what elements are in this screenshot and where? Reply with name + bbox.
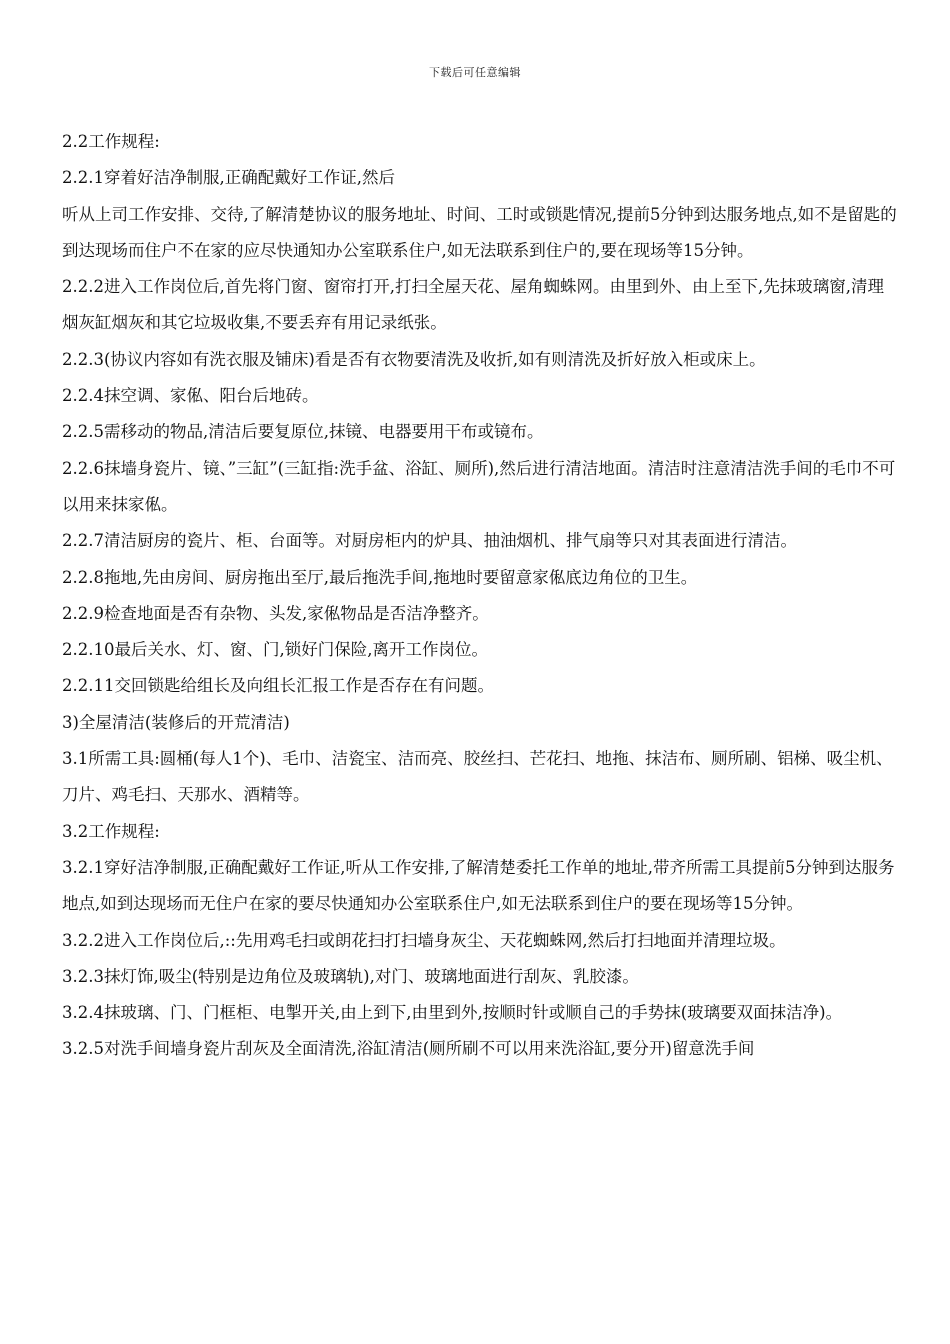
paragraph-2-2-9: 2.2.9检查地面是否有杂物、头发,家俬物品是否洁净整齐。 <box>62 603 489 623</box>
paragraph-3-2-2: 3.2.2进入工作岗位后,::先用鸡毛扫或朗花扫打扫墙身灰尘、天花蜘蛛网,然后打扫地面并清理垃圾。 <box>62 930 786 950</box>
paragraph-2-2-11: 2.2.11交回锁匙给组长及向组长汇报工作是否存在有问题。 <box>62 676 494 696</box>
paragraph-3-2-5: 3.2.5对洗手间墙身瓷片刮灰及全面清洗,浴缸清洁(厕所刷不可以用来洗浴缸,要分开)留意洗手间 <box>62 1039 755 1059</box>
paragraph-3-2-3: 3.2.3抹灯饰,吸尘(特别是边角位及玻璃轨),对门、玻璃地面进行刮灰、乳胶漆。 <box>62 966 639 986</box>
paragraph-2-2-5: 2.2.5需移动的物品,清洁后要复原位,抹镜、电器要用干布或镜布。 <box>62 422 544 442</box>
section-heading-2-2: 2.2工作规程: <box>62 132 160 151</box>
section-heading-3: 3)全屋清洁(装修后的开荒清洁) <box>62 712 290 732</box>
paragraph-2-2-8: 2.2.8拖地,先由房间、厨房拖出至厅,最后拖洗手间,拖地时要留意家俬底边角位的卫生。 <box>62 567 698 587</box>
page-header: 下载后可任意编辑 <box>429 66 521 79</box>
paragraph-3-2-4: 3.2.4抹玻璃、门、门框柜、电掣开关,由上到下,由里到外,按顺时针或顺自己的手势抹(玻璃要双面抹洁净)。 <box>62 1003 843 1023</box>
paragraph-2-2-1: 2.2.1穿着好洁净制服,正确配戴好工作证,然后 <box>62 168 395 188</box>
paragraph-2-2-4: 2.2.4抹空调、家俬、阳台后地砖。 <box>62 386 319 406</box>
paragraph-2-2-2: 2.2.2进入工作岗位后,首先将门窗、窗帘打开,打扫全屋天花、屋角蜘蛛网。由里到外、由上至下,先抹玻璃窗,清理烟灰缸烟灰和其它垃圾收集,不要丢弃有用记录纸张。 <box>62 277 884 333</box>
paragraph-2-2-10: 2.2.10最后关水、灯、窗、门,锁好门保险,离开工作岗位。 <box>62 640 488 660</box>
paragraph-3-1: 3.1所需工具:圆桶(每人1个)、毛巾、洁瓷宝、洁而亮、胶丝扫、芒花扫、地拖、抹洁布、厕所刷、铝梯、吸尘机、刀片、鸡毛扫、天那水、酒精等。 <box>62 749 893 805</box>
section-heading-3-2: 3.2工作规程: <box>62 821 160 841</box>
paragraph-3-2-1: 3.2.1穿好洁净制服,正确配戴好工作证,听从工作安排,了解清楚委托工作单的地址,带齐所需工具提前5分钟到达服务地点,如到达现场而无住户在家的要尽快通知办公室联系住户,如无法联系到住户的要在现场等15分钟。 <box>62 857 895 914</box>
paragraph-2-2-1-continued: 听从上司工作安排、交待,了解清楚协议的服务地址、时间、工时或锁匙情况,提前5分钟到达服务地点,如不是留匙的到达现场而住户不在家的应尽快通知办公室联系住户,如无法联系到住户的,要在现场等15分钟。 <box>62 204 897 260</box>
paragraph-2-2-7: 2.2.7清洁厨房的瓷片、柜、台面等。对厨房柜内的炉具、抽油烟机、排气扇等只对其表面进行清洁。 <box>62 531 797 551</box>
paragraph-2-2-3: 2.2.3(协议内容如有洗衣服及铺床)看是否有衣物要清洗及收折,如有则清洗及折好放入柜或床上。 <box>62 349 766 369</box>
paragraph-2-2-6: 2.2.6抹墙身瓷片、镜、”三缸”(三缸指:洗手盆、浴缸、厕所),然后进行清洁地面。清洁时注意清洁洗手间的毛巾不可以用来抹家俬。 <box>62 458 896 514</box>
document-body <box>62 124 898 1068</box>
